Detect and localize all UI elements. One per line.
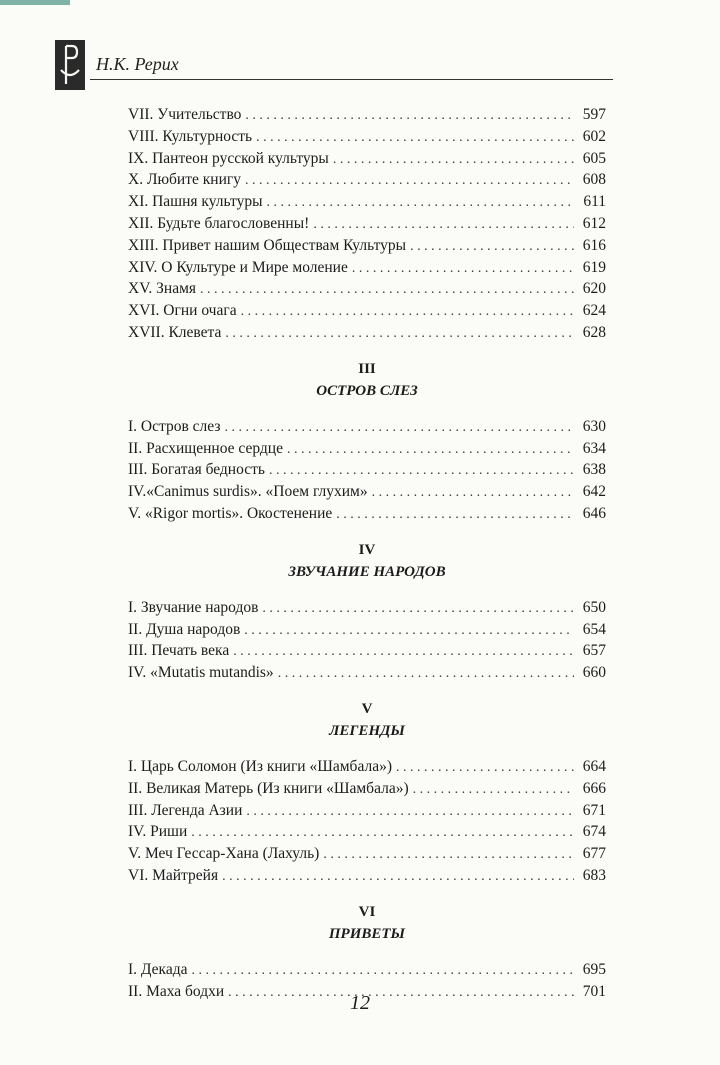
toc-entry-page: 602 bbox=[582, 127, 606, 145]
toc-entry[interactable] bbox=[128, 257, 606, 279]
section-number: IV bbox=[358, 541, 376, 558]
dot-leader bbox=[352, 258, 574, 280]
toc-entry-title: VII. Учительство bbox=[128, 106, 242, 123]
toc-entry[interactable] bbox=[128, 503, 606, 525]
toc-entry[interactable] bbox=[128, 300, 606, 322]
toc-entry[interactable] bbox=[128, 126, 606, 148]
toc-entry[interactable] bbox=[128, 619, 606, 641]
dot-leader bbox=[256, 127, 574, 149]
toc-entry-title: II. Расхищенное сердце bbox=[128, 439, 283, 457]
toc-entry-page: 671 bbox=[582, 801, 606, 819]
author-name: Н.К. Рерих bbox=[96, 54, 179, 74]
toc-entry[interactable] bbox=[128, 438, 606, 460]
dot-leader bbox=[244, 620, 574, 642]
toc-entry-title: XI. Пашня культуры bbox=[128, 193, 263, 211]
toc-entry-page: 642 bbox=[582, 483, 606, 501]
dot-leader bbox=[245, 170, 574, 192]
toc-entry[interactable] bbox=[128, 821, 606, 843]
section-number: III bbox=[358, 360, 376, 377]
top-color-strip bbox=[0, 0, 70, 5]
toc-entry-page: 657 bbox=[582, 642, 606, 660]
toc-entry[interactable] bbox=[128, 148, 606, 170]
toc-entry[interactable] bbox=[128, 662, 606, 684]
toc-entry-title: III. Богатая бедность bbox=[128, 461, 265, 479]
dot-leader bbox=[396, 757, 574, 779]
toc-entry[interactable] bbox=[128, 640, 606, 662]
toc-entry[interactable] bbox=[128, 322, 606, 344]
toc-entry[interactable] bbox=[128, 865, 606, 887]
toc-entry-title: XVI. Огни очага bbox=[128, 302, 237, 320]
section-title: ЛЕГЕНДЫ bbox=[329, 722, 405, 739]
dot-leader bbox=[225, 323, 574, 345]
toc-entry-page: 628 bbox=[582, 323, 606, 341]
toc-entry-page: 630 bbox=[582, 417, 606, 435]
toc-entry[interactable] bbox=[128, 213, 606, 235]
toc-entry[interactable] bbox=[128, 235, 606, 257]
toc-entry-title: VIII. Культурность bbox=[128, 127, 253, 145]
toc-entry-page: 620 bbox=[582, 280, 606, 298]
toc-entry-title: XV. Знамя bbox=[128, 280, 197, 298]
section-number: V bbox=[361, 700, 373, 717]
dot-leader bbox=[245, 105, 574, 127]
toc-entry-title: III. Легенда Азии bbox=[128, 801, 243, 819]
toc-entry-page: 695 bbox=[582, 960, 606, 978]
section-title: ПРИВЕТЫ bbox=[328, 925, 406, 942]
dot-leader bbox=[262, 598, 574, 620]
toc-entry-title: II. Маха бодхи bbox=[128, 982, 225, 1000]
dot-leader bbox=[333, 149, 574, 171]
dot-leader bbox=[410, 236, 574, 258]
dot-leader bbox=[336, 504, 574, 526]
toc-entry[interactable] bbox=[128, 756, 606, 778]
toc-entry-title: V. Меч Гессар-Хана (Лахуль) bbox=[128, 845, 320, 863]
toc-entry-page: 624 bbox=[582, 302, 606, 320]
dot-leader bbox=[224, 417, 574, 439]
toc-entry-page: 619 bbox=[582, 258, 606, 276]
toc-entry-title: I. Декада bbox=[128, 960, 188, 978]
toc-entry-title: X. Любите книгу bbox=[128, 171, 241, 189]
toc-entry[interactable] bbox=[128, 191, 606, 213]
toc-entry-title: II. Великая Матерь (Из книги «Шамбала») bbox=[128, 779, 409, 797]
toc-entry-page: 638 bbox=[582, 461, 606, 479]
toc-entry-title: IV.«Canimus surdis». «Поем глухим» bbox=[128, 483, 368, 501]
toc-entry-page: 683 bbox=[582, 866, 606, 884]
dot-leader bbox=[241, 301, 574, 323]
toc-group-continued bbox=[128, 104, 606, 344]
dot-leader bbox=[192, 960, 575, 982]
toc-entry-page: 634 bbox=[582, 439, 606, 457]
toc-entry[interactable] bbox=[128, 104, 606, 126]
toc-entry-page: 612 bbox=[582, 214, 606, 232]
toc-entry[interactable] bbox=[128, 278, 606, 300]
toc-entry-page: 605 bbox=[582, 149, 606, 167]
toc-entry-page: 597 bbox=[582, 106, 606, 123]
dot-leader bbox=[246, 801, 574, 823]
toc-entry-page: 660 bbox=[582, 664, 606, 682]
header-rule bbox=[90, 79, 613, 80]
dot-leader bbox=[191, 822, 574, 844]
dot-leader bbox=[287, 439, 574, 461]
toc-entry-page: 666 bbox=[582, 779, 606, 797]
toc-entry-page: 664 bbox=[582, 757, 606, 775]
roerich-monogram-logo bbox=[55, 40, 85, 90]
toc-entry-title: I. Царь Соломон (Из книги «Шамбала») bbox=[128, 757, 392, 775]
toc-entry[interactable] bbox=[128, 843, 606, 865]
toc-entry[interactable] bbox=[128, 459, 606, 481]
dot-leader bbox=[233, 641, 574, 663]
toc-entry-page: 701 bbox=[582, 982, 606, 1000]
toc-entry-page: 611 bbox=[583, 193, 606, 211]
toc-entry[interactable] bbox=[128, 481, 606, 503]
toc-entry-page: 616 bbox=[582, 236, 606, 254]
toc-entry-page: 674 bbox=[582, 823, 606, 841]
toc-entry-page: 650 bbox=[582, 598, 606, 616]
dot-leader bbox=[200, 279, 574, 301]
toc-entry[interactable] bbox=[128, 169, 606, 191]
toc-entry[interactable] bbox=[128, 800, 606, 822]
toc-entry-title: XVII. Клевета bbox=[128, 323, 222, 341]
dot-leader bbox=[372, 482, 574, 504]
toc-entry[interactable] bbox=[128, 416, 606, 438]
toc-entry-page: 677 bbox=[582, 845, 606, 863]
section-title: ОСТРОВ СЛЕЗ bbox=[316, 382, 418, 399]
dot-leader bbox=[222, 866, 574, 888]
section-number: VI bbox=[358, 903, 376, 920]
toc-entry-title: VI. Майтрейя bbox=[128, 866, 219, 884]
toc-entry[interactable] bbox=[128, 959, 606, 981]
toc-entry-title: XIV. О Культуре и Мире моление bbox=[128, 258, 348, 276]
toc-entry-title: I. Остров слез bbox=[128, 417, 221, 435]
toc-entry-page: 646 bbox=[582, 504, 606, 522]
running-header bbox=[55, 38, 615, 92]
toc-entry-title: V. «Rigor mortis». Окостенение bbox=[128, 504, 333, 522]
toc-entry-title: II. Душа народов bbox=[128, 620, 241, 638]
toc-entry-title: III. Печать века bbox=[128, 642, 230, 660]
dot-leader bbox=[278, 663, 574, 685]
toc-entry-page: 608 bbox=[582, 171, 606, 189]
dot-leader bbox=[323, 844, 574, 866]
page-number: 12 bbox=[350, 992, 370, 1014]
toc-entry-title: IV. «Mutatis mutandis» bbox=[128, 664, 274, 682]
toc-entry-title: XIII. Привет нашим Обществам Культуры bbox=[128, 236, 407, 254]
dot-leader bbox=[269, 460, 574, 482]
toc-entry[interactable] bbox=[128, 597, 606, 619]
table-of-contents bbox=[128, 104, 606, 1002]
toc-entry-title: IX. Пантеон русской культуры bbox=[128, 149, 329, 167]
toc-entry[interactable] bbox=[128, 778, 606, 800]
toc-entry-page: 654 bbox=[582, 620, 606, 638]
dot-leader bbox=[267, 192, 575, 214]
toc-entry-title: XII. Будьте благословенны! bbox=[128, 214, 310, 232]
dot-leader bbox=[413, 779, 574, 801]
toc-entry-title: I. Звучание народов bbox=[128, 598, 259, 616]
section-title: ЗВУЧАНИЕ НАРОДОВ bbox=[288, 563, 446, 580]
dot-leader bbox=[313, 214, 574, 236]
toc-entry-title: IV. Риши bbox=[128, 823, 188, 841]
